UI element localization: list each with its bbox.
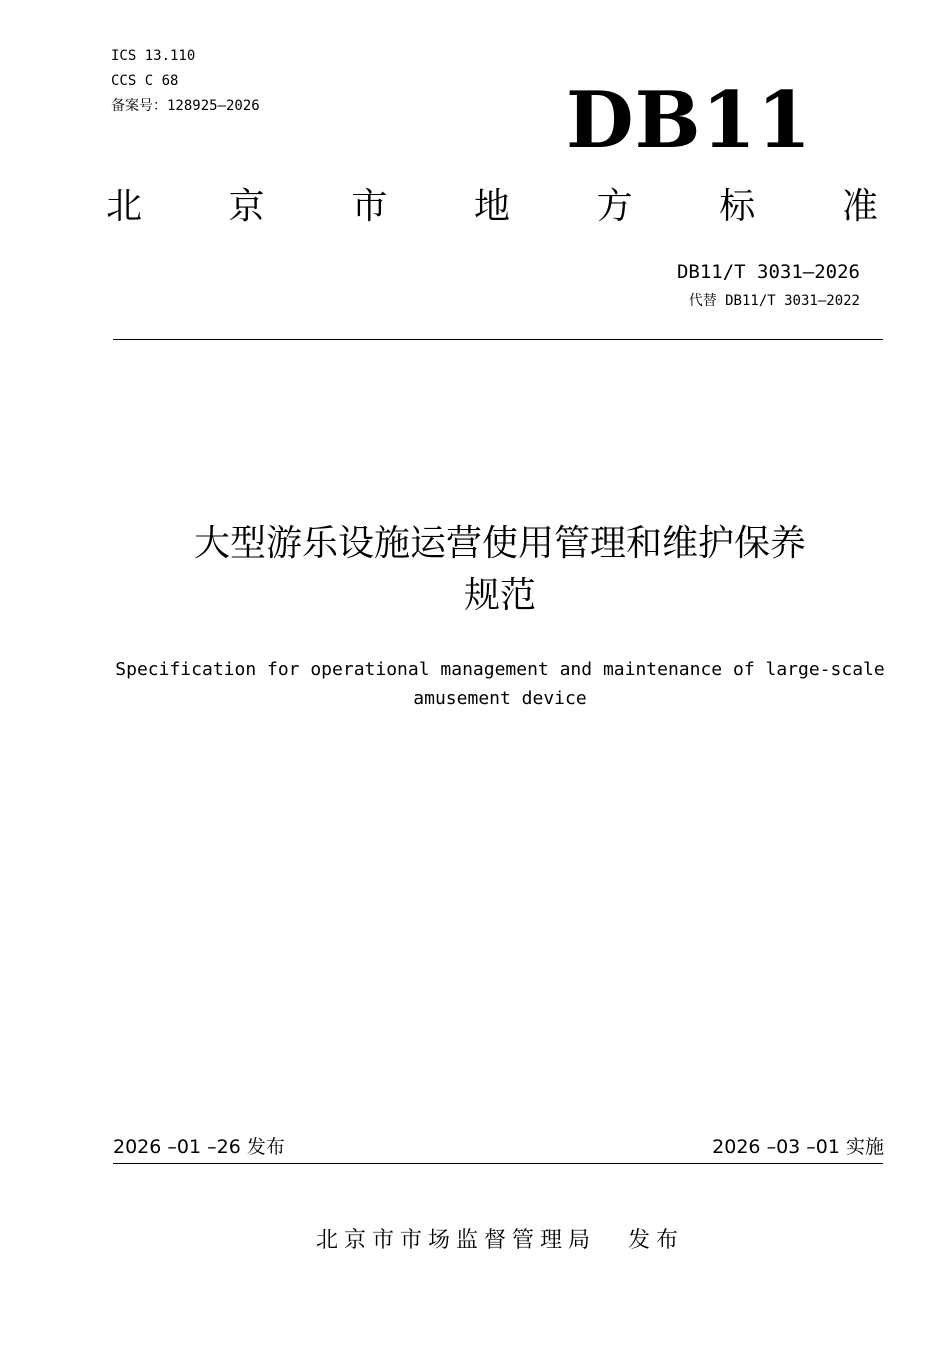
db11-logo: DB11	[566, 75, 813, 166]
english-title-line: amusement device	[413, 688, 587, 709]
category-char: 准	[841, 186, 878, 227]
chinese-title	[100, 518, 900, 622]
footer-divider	[113, 1163, 883, 1164]
category-char: 市	[351, 186, 388, 227]
issue-date: 2026 –01 –26 发布	[113, 1136, 285, 1158]
standard-category	[106, 183, 878, 231]
issuing-authority	[100, 1226, 900, 1256]
replaced-standard: 代替 DB11/T 3031—2022	[688, 293, 860, 309]
english-title	[95, 655, 905, 713]
issuer-name: 北京市市场监督管理局	[315, 1228, 596, 1253]
category-char: 京	[228, 186, 265, 227]
chinese-title-line: 大型游乐设施运营使用管理和维护保养	[193, 523, 806, 564]
issuer-action: 发布	[628, 1228, 685, 1253]
record-number: 备案号：128925—2026	[111, 98, 260, 114]
effective-date: 2026 –03 –01 实施	[712, 1136, 884, 1158]
chinese-title-line: 规范	[463, 575, 536, 616]
english-title-line: Specification for operational management and maintenance of large-scale	[115, 659, 885, 680]
ccs-code: CCS C 68	[111, 73, 179, 89]
ics-code: ICS 13.110	[111, 48, 196, 64]
category-char: 北	[106, 186, 143, 227]
category-char: 方	[596, 186, 633, 227]
header-divider	[113, 339, 883, 340]
category-char: 标	[719, 186, 756, 227]
standard-code: DB11/T 3031—2026	[676, 261, 860, 283]
category-char: 地	[473, 186, 510, 227]
